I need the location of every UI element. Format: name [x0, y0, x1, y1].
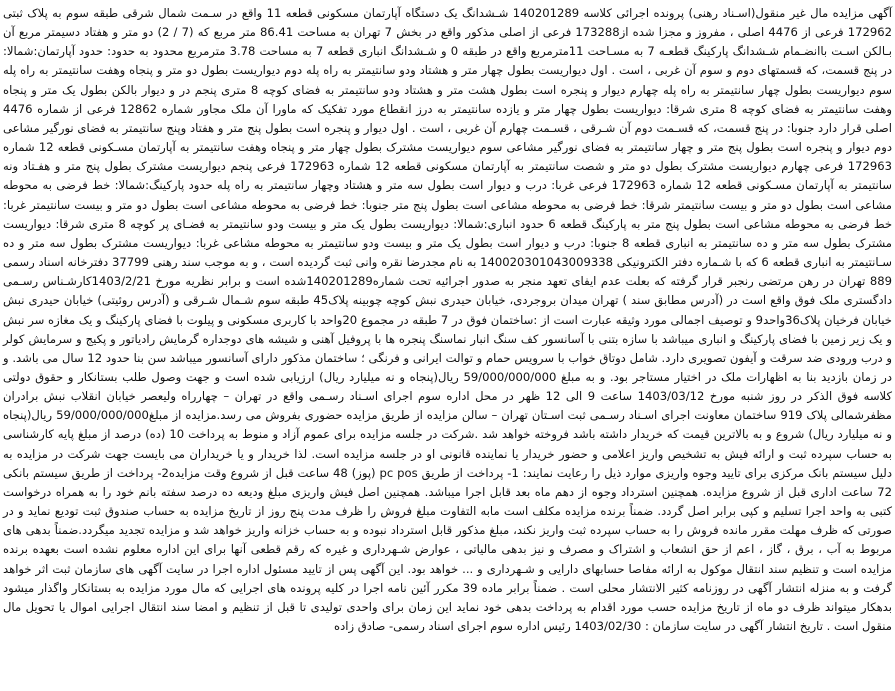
- notice-body-text: آگهی مزایده مال غیر منقول(اسـناد رهنی) پرونده اجرائی کلاسه 140201289 شـشدانگ یک دستگاه آپارتمان مسکونی قطعه 11 واقع در سـمت شمال شرقی طبقه سوم به پلاک ثبتی 172962 فرعی از 4476 اصلی ، مفروز و مجزا شده از173288 فرعی از اصلی مذکور واقع در بخش 7 تهران به مساحت 86.41 متر مربع که (7 / 2) دو متر و هفتاد دسیمتر مربع آن بـالکن اسـت باانضـمام شـشدانگ پارکینگ قطعـه 7 به مسـاحت 11مترمربع واقع در طبقه 0 و شـشدانگ انباری قطعه 7 به مساحت 3.78 مترمربع محدود به حدود: حدود آپارتمان:شمالا: در پنج قسمت، که قسمتهای دوم و سوم آن غربی ، است . اول دیواریست بطول چهار متر و هشتاد ودو سانتیمتر به راه پله دوم دیواریست بطول دو متر و پنجاه وهفت سانتیمتر به راه پله سوم دیواریست بطول چهار سانتیمتر به راه پله چهارم دیوار و پنجره است بطول هشت متر و هشتاد ودو سانتیمتر به فضای کوچه 8 متری پنجم در و دیوار بالکن بطول یک متر و پنجاه وهفت سانتیمتر به فضای کوچه 8 متری شرقا: دیواریست بطول چهار متر و یازده سانتیمتر به درز انقطاع مورد تفکیک که ماورا آن ملک مجاور شماره 12862 فرعی از شماره 4476 اصلی قرار دارد جنوبا: در پنج قسمت، که قسـمت دوم آن شـرقی ، قسـمت چهارم آن غربی ، است . اول دیوار و پنجره است بطول پنج متر و هفتاد وپنج سانتیمتر به فضای نورگیر مشاعی دوم دیوار و پنجره است بطول پنج متر و چهار سانتیمتر به فضای نورگیر مشاعی سوم دیواریست مشترک بطول چهار متر و پنجاه وهفت سانتیمتر به آپارتمان مسـکونی قطعه 12 شماره 172963 فرعی چهارم دیواریست مشترک بطول دو متر و شصت سانتیمتر به آپارتمان مسکونی قطعه 12 شماره 172963 فرعی پنجم دیواریست مشترک بطول پنج متر و هفـتاد ونه سانتیمتر به آپارتمان مسـکونی قطعه 12 شماره 172963 فرعی غربا: درب و دیوار است بطول سه متر و هشتاد وچهار سانتیمتر به راه پله حدود پارکینگ:شمالا: خط فرضی به محوطه مشاعی است بطول دو متر و بیست سانتیمتر شرقا: خط فرضی به محوطه مشاعی است بطول پنج متر جنوبا: خط فرضی به محوطه مشاعی است بطول دو متر و بیست سانتیمتر غربا: خط فرضی به محوطه مشاعی است بطول پنج متر به پارکینگ قطعه 6 حدود انباری:شمالا: دیواریست بطول یک متر و بیست ودو سانتیمتر به فضـای پر کوچه 8 متری شرقا: دیواریست مشترک بطول سه متر و ده سانتیمتر به انباری قطعه 8 جنوبا: درب و دیوار است بطول یک متر و بیست ودو سانتیمتر به محوطه مشاعی غربا: دیواریست مشترک بطول سه متر و ده سـانتیمتر به انباری قطعه 6 که با شـماره دفتر الکترونیکی 140020301043009338 به نام مجدرضا نقره وانی ثبت گردیده است ، و به موجب سند رهنی 37799 دفترخانه اسناد رسمی 889 تهران در رهن مرتضی رنجبر قرار گرفته که بعلت عدم ایفای تعهد منجر به صدور اجرائیه تحت شماره140201289شده است و برابر نظریه مورخ 1403/2/21کارشـناس رسـمی دادگستری ملک فوق واقع است در (آدرس مطابق سند ) تهران میدان بروجردی، خیابان حیدری نبش کوچه چوبینه پلاک45 طبقه سوم شـمال شـرقی و (آدرس روئیتی) خیابان حیدری نبش خیابان فرخیان پلاک36واحد9 و توصیف اجمالی مورد وثیقه عبارت است از :ساختمان فوق در 7 طبقه در مجموع 20واحد با کاربری مسکونی و پیلوت با فضای پارکینگ و یک مغازه سر نبش و یک زیر زمین با فضای پارکینگ و انباری میباشد با سازه بتنی با آسانسور کف سنگ انبار نماسنگ پنجره ها با پروفیل آهنی و شیشه های دوجداره گرمایش رادیاتور و پکیج و سرمایش کولر و درب ورودی ضد سرقت و آیفون تصویری دارد. شامل دوتاق خواب با سرویس حمام و توالت ایرانی و فرنگی ؛ ساختمان مذکور دارای آسانسور میباشد سن بنا حدود 12 سال می باشد. و در زمان بازدید بنا به اظهارات ملک در اختیار مستاجر بود. و به مبلغ 59/000/000/000 ریال(پنجاه و نه میلیارد ریال) ارزیابی شده است و جهت وصول طلب بستانکار و حقوق دولتی کلاسه فوق الذکر در روز شنبه مورخ 1403/03/12 ساعت 9 الی 12 ظهر در محل اداره سوم اجرای اسـناد رسـمی واقع در تهران – چهارراه ولیعصر خیابان انقلاب نبش برادران مظفرشمالی پلاک 919 ساختمان معاونت اجرای اسـناد رسـمی ثبت اسـتان تهران – سالن مزایده از طریق مزایده حضوری بفروش می رسد.مزایده از مبلغ59/000/000/000 ریال(پنجاه و نه میلیارد ریال) شروع و به بالاترین قیمت که خریدار داشته باشد فروخته خواهد شد .شرکت در جلسه مزایده برای عموم آزاد و منوط به پرداخت 10 (ده) درصد از مبلغ پایه کارشناسی به حساب سپرده ثبت و ارائه فیش به تشخیص واریز اعلامی و حضور خریدار یا نماینده قانونی او در جلسه مزایده است. لذا خریدار و یا خریداران می بایست جهت شرکت در مزایده به دلیل سیستم بانک مرکزی برای تایید وجوه واریزی موارد ذیل را رعایت نمایند: 1- پرداخت از طریق pc pos (پوز) 48 ساعت قبل از شروع وقت مزایده2- پرداخت از طریق سیستم بانکی 72 ساعت اداری قبل از شروع مزایده. همچنین استرداد وجوه از دهم ماه بعد قابل اجرا میباشد. همچنین اصل فیش واریزی مبلغ ودیعه ده درصد سفته بانم خود را به همراه درخواست کتبی به واحد اجرا تسلیم و کپی برابر اصل گردد. ضمناً برنده مزایده مکلف است مابه التفاوت مبلغ فروش را ظرف مدت پنج روز از تاریخ مزایده به حساب صندوق ثبت توديع نمايد و در صورتی که ظرف مهلت مقرر مانده فروش را به حساب سپرده ثبت واریز نکند، مبلغ مذکور قابل استرداد نبوده و به حساب خزانه واریز خواهد شد و مزایده تجدید میگردد.ضمناً بدهی های مربوط به آب ، برق ، گاز ، اعم از حق انشعاب و اشتراک و مصرف و نیز بدهی مالیاتی ، عوارض شـهرداری و غیره که رقم قطعی آنها برای این اداره معلوم نشده است بعهده برنده مزایده است و تنظیم سند انتقال موکول به ارائه مفاصا حسابهای دارایی و شـهرداری و ... خواهد بود. این آگهی پس از تایید مسئول اداره اجرا در سایت آگهی های سازمان ثبت اثر خواهد گرفت و به منزله انتشار آگهی در روزنامه کثیر الانتشار محلی است . ضمناً برابر ماده 39 مکرر آئین نامه اجرا در کلیه پرونده های اجرایی که مال مورد مزایده به بستانکار واگذار میشود بدهکار میتواند ظرف دو ماه از تاریخ مزایده حسب مورد اقدام به پرداخت بدهی خود نماید این زمان برای واحدی تولیدی تا قبل از تنظیم و امضا سند انتقال اجرایی اموال یا تحویل مال منقول است . تاریخ انتشار آگهی در سایت سازمان : 1403/02/30 رئیس اداره سوم اجرای اسناد رسمی- صادق زاده: [3, 6, 893, 633]
